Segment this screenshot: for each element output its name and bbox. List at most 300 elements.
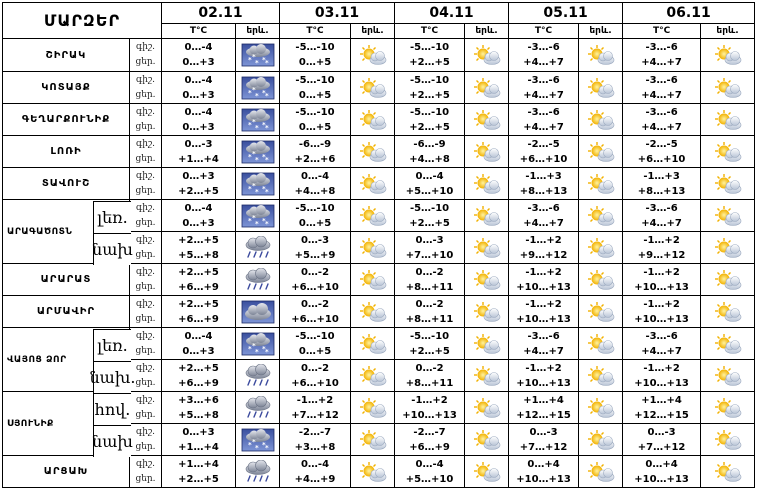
temperature-cell bbox=[280, 168, 351, 200]
region-name: ԳԵՂԱՐՔՈՒՆԻՔ bbox=[3, 104, 130, 136]
temp-col-label: T°C bbox=[280, 24, 351, 39]
day-temp: +4…+7 bbox=[641, 89, 682, 101]
day-temp: +10…+13 bbox=[634, 281, 689, 293]
day-temp: +5…+8 bbox=[178, 249, 219, 261]
night-temp: +3…+6 bbox=[178, 394, 219, 406]
day-temp: +5…+9 bbox=[294, 249, 336, 261]
sun-cloud-icon bbox=[465, 173, 508, 195]
temperature-cell bbox=[395, 328, 465, 360]
night-temp: 0…+3 bbox=[182, 170, 215, 182]
day-label: ցեր. bbox=[135, 473, 156, 484]
weather-cell bbox=[465, 392, 509, 424]
rain-cloud-icon bbox=[236, 236, 279, 260]
weather-cell bbox=[701, 296, 755, 328]
weather-cell bbox=[236, 328, 280, 360]
day-label: ցեր. bbox=[135, 281, 156, 292]
region-row bbox=[3, 168, 755, 200]
sun-cloud-icon bbox=[465, 429, 508, 451]
day-temp: +4…+7 bbox=[641, 345, 682, 357]
day-temp: +8…+11 bbox=[405, 313, 454, 325]
sun-cloud-icon bbox=[701, 397, 754, 419]
svg-text:*: * bbox=[247, 120, 252, 129]
day-temp: +8…+11 bbox=[405, 281, 454, 293]
svg-text:*: * bbox=[264, 59, 269, 67]
zone-label: նախ. bbox=[93, 361, 131, 393]
phenomenon-col-label: երև. bbox=[236, 24, 280, 39]
time-of-day-labels bbox=[130, 104, 162, 136]
night-temp: -1…+2 bbox=[296, 394, 334, 406]
day-temp: +3…+8 bbox=[294, 441, 336, 453]
temp-col-label: T°C bbox=[509, 24, 579, 39]
day-temp: +2…+5 bbox=[178, 185, 219, 197]
time-of-day-labels bbox=[130, 264, 162, 296]
night-label: գիշ. bbox=[136, 74, 155, 85]
sun-cloud-icon bbox=[701, 301, 754, 323]
region-row bbox=[3, 104, 755, 136]
phenomenon-col-label: երև. bbox=[701, 24, 755, 39]
day-temp: +10…+13 bbox=[516, 281, 571, 293]
phenomenon-col-label: երև. bbox=[465, 24, 509, 39]
weather-cell bbox=[465, 104, 509, 136]
sun-cloud-icon bbox=[351, 141, 394, 163]
svg-text:*: * bbox=[264, 347, 269, 356]
night-temp: -3…-6 bbox=[527, 202, 560, 214]
night-temp: -5…-10 bbox=[409, 202, 450, 214]
sun-cloud-icon bbox=[579, 141, 622, 163]
rain-cloud-icon bbox=[236, 460, 279, 484]
weather-cell bbox=[465, 39, 509, 72]
temperature-cell bbox=[623, 392, 701, 424]
weather-cell bbox=[579, 456, 623, 488]
temperature-cell bbox=[623, 296, 701, 328]
svg-text:*: * bbox=[261, 56, 266, 64]
temperature-cell bbox=[162, 72, 236, 104]
svg-text:*: * bbox=[254, 91, 259, 100]
day-temp: +6…+10 bbox=[291, 377, 339, 389]
weather-cell bbox=[465, 232, 509, 264]
night-temp: 0…-2 bbox=[415, 298, 444, 310]
sun-cloud-icon bbox=[701, 269, 754, 291]
weather-cell bbox=[701, 424, 755, 456]
weather-cell bbox=[579, 200, 623, 232]
night-temp: -1…+2 bbox=[525, 234, 562, 246]
night-temp: +1…+4 bbox=[523, 394, 564, 406]
snow-cloud-icon bbox=[236, 332, 279, 356]
regions-header: ՄԱՐԶԵՐ bbox=[3, 3, 162, 39]
sun-cloud-icon bbox=[579, 205, 622, 227]
snow-cloud-icon bbox=[236, 43, 279, 67]
temperature-cell bbox=[395, 104, 465, 136]
temperature-cell bbox=[509, 424, 579, 456]
day-temp: +4…+7 bbox=[523, 57, 564, 68]
svg-text:*: * bbox=[254, 219, 259, 228]
temperature-cell bbox=[395, 168, 465, 200]
sun-cloud-icon bbox=[351, 301, 394, 323]
day-temp: +6…+10 bbox=[637, 153, 686, 165]
temperature-cell bbox=[623, 360, 701, 392]
night-temp: 0…+4 bbox=[645, 458, 678, 470]
weather-cell bbox=[579, 168, 623, 200]
date-header: 06.11 bbox=[623, 3, 755, 24]
night-temp: -1…+2 bbox=[643, 234, 680, 246]
night-label: գիշ. bbox=[136, 394, 155, 405]
weather-cell bbox=[465, 136, 509, 168]
temp-col-label: T°C bbox=[395, 24, 465, 39]
temperature-cell bbox=[280, 296, 351, 328]
day-temp: +4…+7 bbox=[523, 217, 564, 229]
weather-cell bbox=[465, 296, 509, 328]
night-temp: 0…-4 bbox=[184, 330, 213, 342]
sun-cloud-icon bbox=[701, 365, 754, 387]
temperature-cell bbox=[509, 72, 579, 104]
time-of-day-labels bbox=[130, 296, 162, 328]
weather-cell bbox=[701, 328, 755, 360]
weather-cell bbox=[579, 39, 623, 72]
temp-col-label: T°C bbox=[162, 24, 236, 39]
weather-cell bbox=[701, 72, 755, 104]
weather-cell bbox=[465, 200, 509, 232]
svg-text:*: * bbox=[247, 184, 252, 193]
night-temp: +2…+5 bbox=[178, 298, 219, 310]
night-temp: -5…-10 bbox=[295, 330, 335, 342]
svg-text:*: * bbox=[261, 184, 266, 193]
night-temp: -3…-6 bbox=[527, 74, 560, 86]
sun-cloud-icon bbox=[351, 77, 394, 99]
day-temp: 0…+5 bbox=[298, 57, 332, 68]
night-label: գիշ. bbox=[136, 266, 155, 277]
day-label: ցեր. bbox=[135, 377, 156, 388]
temperature-cell bbox=[280, 456, 351, 488]
day-temp: 0…+5 bbox=[298, 345, 332, 357]
region-name: ՏԱՎՈՒՇ bbox=[3, 168, 130, 200]
temperature-cell bbox=[395, 392, 465, 424]
sun-cloud-icon bbox=[579, 237, 622, 259]
day-temp: +1…+4 bbox=[178, 441, 219, 453]
night-temp: -1…+2 bbox=[525, 362, 562, 374]
night-temp: -5…-10 bbox=[409, 42, 450, 53]
temperature-cell bbox=[280, 232, 351, 264]
weather-cell bbox=[351, 296, 395, 328]
sun-cloud-icon bbox=[351, 269, 394, 291]
weather-cell bbox=[579, 296, 623, 328]
weather-cell bbox=[351, 264, 395, 296]
day-temp: +5…+10 bbox=[405, 185, 454, 197]
weather-cell bbox=[351, 456, 395, 488]
night-label: գիշ. bbox=[136, 170, 155, 181]
weather-cell bbox=[579, 360, 623, 392]
weather-cell bbox=[351, 424, 395, 456]
day-temp: +7…+12 bbox=[519, 441, 568, 453]
svg-text:*: * bbox=[251, 437, 256, 446]
svg-text:*: * bbox=[251, 85, 256, 94]
weather-cell bbox=[579, 328, 623, 360]
weather-cell bbox=[701, 136, 755, 168]
svg-text:*: * bbox=[264, 123, 269, 132]
day-temp: +4…+7 bbox=[641, 121, 682, 133]
night-temp: 0…-4 bbox=[184, 74, 213, 86]
day-temp: +6…+10 bbox=[291, 313, 339, 325]
sun-cloud-icon bbox=[701, 237, 754, 259]
day-temp: +6…+10 bbox=[519, 153, 568, 165]
snow-cloud-icon bbox=[236, 140, 279, 164]
weather-cell bbox=[351, 136, 395, 168]
weather-cell bbox=[701, 264, 755, 296]
temperature-cell bbox=[509, 296, 579, 328]
night-temp: +2…+5 bbox=[178, 362, 219, 374]
night-temp: -5…-10 bbox=[295, 42, 335, 53]
temperature-cell bbox=[162, 456, 236, 488]
day-temp: 0…+5 bbox=[298, 121, 332, 133]
sun-cloud-icon bbox=[465, 77, 508, 99]
svg-text:*: * bbox=[261, 88, 266, 97]
temperature-cell bbox=[509, 136, 579, 168]
svg-text:*: * bbox=[254, 347, 259, 356]
zone-label: լեռ. bbox=[93, 329, 131, 361]
svg-text:*: * bbox=[254, 59, 259, 67]
night-temp: 0…-3 bbox=[647, 426, 676, 438]
day-temp: +6…+9 bbox=[178, 281, 219, 293]
sun-cloud-icon bbox=[465, 301, 508, 323]
night-label: գիշ. bbox=[136, 202, 155, 213]
temperature-cell bbox=[162, 360, 236, 392]
day-temp: +10…+13 bbox=[516, 377, 571, 389]
weather-cell bbox=[701, 104, 755, 136]
night-temp: +2…+5 bbox=[178, 266, 219, 278]
temperature-cell bbox=[162, 168, 236, 200]
sun-cloud-icon bbox=[465, 333, 508, 355]
temperature-cell bbox=[162, 232, 236, 264]
svg-text:*: * bbox=[254, 155, 259, 164]
day-temp: +9…+12 bbox=[637, 249, 686, 261]
sun-cloud-icon bbox=[579, 109, 622, 131]
sun-cloud-icon bbox=[465, 269, 508, 291]
day-temp: +2…+5 bbox=[409, 121, 450, 133]
svg-text:*: * bbox=[264, 443, 269, 452]
day-label: ցեր. bbox=[135, 153, 156, 164]
day-temp: +10…+13 bbox=[516, 473, 571, 485]
night-label: գիշ. bbox=[136, 426, 155, 437]
temperature-cell bbox=[509, 232, 579, 264]
region-row bbox=[3, 264, 755, 296]
night-temp: -5…-10 bbox=[409, 74, 450, 86]
sun-cloud-icon bbox=[701, 205, 754, 227]
day-temp: +4…+7 bbox=[641, 217, 682, 229]
snow-cloud-icon bbox=[236, 108, 279, 132]
svg-text:*: * bbox=[254, 123, 259, 132]
temperature-cell bbox=[395, 424, 465, 456]
sun-cloud-icon bbox=[579, 333, 622, 355]
night-temp: -6…-9 bbox=[413, 138, 446, 150]
svg-text:*: * bbox=[251, 341, 256, 350]
night-temp: 0…-4 bbox=[415, 170, 444, 182]
svg-text:*: * bbox=[261, 152, 266, 161]
zone-label: նախ bbox=[93, 425, 131, 457]
sun-cloud-icon bbox=[579, 397, 622, 419]
temperature-cell bbox=[395, 296, 465, 328]
sun-cloud-icon bbox=[701, 141, 754, 163]
weather-cell bbox=[465, 360, 509, 392]
night-temp: 0…-4 bbox=[300, 458, 330, 470]
temp-col-label: T°C bbox=[623, 24, 701, 39]
temperature-cell bbox=[623, 424, 701, 456]
zone-label: հով. bbox=[93, 393, 131, 425]
night-temp: -1…+3 bbox=[643, 170, 680, 182]
temperature-cell bbox=[280, 39, 351, 72]
night-temp: -2…-5 bbox=[645, 138, 678, 150]
night-temp: -2…-5 bbox=[527, 138, 560, 150]
sun-cloud-icon bbox=[351, 429, 394, 451]
night-temp: -1…+2 bbox=[525, 298, 562, 310]
temperature-cell bbox=[509, 392, 579, 424]
night-temp: 0…+3 bbox=[182, 426, 215, 438]
day-temp: +2…+6 bbox=[294, 153, 336, 165]
sun-cloud-icon bbox=[465, 237, 508, 259]
time-of-day-labels bbox=[130, 200, 162, 232]
night-temp: +1…+4 bbox=[641, 394, 682, 406]
weather-cell bbox=[351, 392, 395, 424]
weather-cell bbox=[236, 136, 280, 168]
weather-cell bbox=[236, 72, 280, 104]
weather-cell bbox=[579, 392, 623, 424]
date-header: 02.11 bbox=[162, 3, 280, 24]
temperature-cell bbox=[280, 424, 351, 456]
weather-cell bbox=[465, 264, 509, 296]
day-label: ցեր. bbox=[135, 345, 156, 356]
weather-cell bbox=[701, 360, 755, 392]
night-label: գիշ. bbox=[136, 138, 155, 149]
night-label: գիշ. bbox=[136, 330, 155, 341]
svg-text:*: * bbox=[261, 120, 266, 129]
day-temp: +7…+12 bbox=[291, 409, 339, 421]
sun-cloud-icon bbox=[351, 397, 394, 419]
temperature-cell bbox=[623, 39, 701, 72]
weather-cell bbox=[351, 168, 395, 200]
svg-text:*: * bbox=[264, 155, 269, 164]
day-temp: +4…+9 bbox=[294, 473, 336, 485]
date-header: 04.11 bbox=[395, 3, 509, 24]
day-temp: +7…+10 bbox=[405, 249, 454, 261]
time-of-day-labels bbox=[130, 136, 162, 168]
day-temp: +6…+10 bbox=[291, 281, 339, 293]
temperature-cell bbox=[623, 168, 701, 200]
sun-cloud-icon bbox=[465, 141, 508, 163]
weather-cell bbox=[351, 200, 395, 232]
day-temp: +8…+11 bbox=[405, 377, 454, 389]
temperature-cell bbox=[162, 296, 236, 328]
time-of-day-labels bbox=[130, 232, 162, 264]
temperature-cell bbox=[280, 360, 351, 392]
region-name: ԱՐՑԱԽ bbox=[3, 456, 130, 488]
night-temp: -1…+2 bbox=[643, 362, 680, 374]
svg-text:*: * bbox=[254, 187, 259, 196]
day-label: ցեր. bbox=[135, 249, 156, 260]
night-temp: 0…+4 bbox=[527, 458, 560, 470]
weather-cell bbox=[579, 136, 623, 168]
time-of-day-labels bbox=[130, 39, 162, 72]
sun-cloud-icon bbox=[701, 173, 754, 195]
temperature-cell bbox=[280, 392, 351, 424]
night-label: գիշ. bbox=[136, 458, 155, 469]
temperature-cell bbox=[162, 200, 236, 232]
day-temp: +4…+8 bbox=[409, 153, 450, 165]
day-temp: +2…+5 bbox=[178, 473, 219, 485]
night-temp: -5…-10 bbox=[409, 106, 450, 118]
night-label: գիշ. bbox=[136, 362, 155, 373]
temperature-cell bbox=[280, 104, 351, 136]
day-temp: +7…+12 bbox=[637, 441, 686, 453]
weather-cell bbox=[465, 456, 509, 488]
snow-cloud-icon bbox=[236, 76, 279, 100]
sun-cloud-icon bbox=[351, 237, 394, 259]
weather-cell bbox=[701, 200, 755, 232]
temperature-cell bbox=[509, 456, 579, 488]
region-name: ՇԻՐԱԿ bbox=[3, 39, 130, 72]
temperature-cell bbox=[280, 264, 351, 296]
zone-label: լեռ. bbox=[93, 201, 131, 233]
time-of-day-labels bbox=[130, 456, 162, 488]
temperature-cell bbox=[623, 200, 701, 232]
sun-cloud-icon bbox=[579, 77, 622, 99]
sun-cloud-icon bbox=[465, 365, 508, 387]
sun-cloud-icon bbox=[701, 109, 754, 131]
sun-cloud-icon bbox=[465, 397, 508, 419]
day-temp: 0…+3 bbox=[182, 345, 215, 357]
night-temp: -5…-10 bbox=[409, 330, 450, 342]
weather-cell bbox=[465, 424, 509, 456]
temperature-cell bbox=[162, 264, 236, 296]
weather-cell bbox=[236, 264, 280, 296]
temperature-cell bbox=[623, 232, 701, 264]
weather-cell bbox=[579, 104, 623, 136]
rain-cloud-icon bbox=[236, 396, 279, 420]
temperature-cell bbox=[395, 360, 465, 392]
night-temp: -1…+3 bbox=[525, 170, 562, 182]
day-temp: 0…+5 bbox=[298, 217, 332, 229]
snow-cloud-icon bbox=[236, 428, 279, 452]
day-label: ցեր. bbox=[135, 121, 156, 132]
day-temp: +2…+5 bbox=[409, 89, 450, 101]
region-row bbox=[3, 296, 755, 328]
day-label: ցեր. bbox=[135, 409, 156, 420]
temperature-cell bbox=[509, 168, 579, 200]
night-label: գիշ. bbox=[136, 234, 155, 245]
night-temp: 0…-2 bbox=[300, 298, 330, 310]
day-label: ցեր. bbox=[135, 185, 156, 196]
temperature-cell bbox=[509, 104, 579, 136]
weather-cell bbox=[465, 168, 509, 200]
temperature-cell bbox=[280, 200, 351, 232]
night-temp: -1…+2 bbox=[525, 266, 562, 278]
night-temp: 0…-3 bbox=[529, 426, 558, 438]
night-temp: 0…-3 bbox=[300, 234, 330, 246]
night-temp: -3…-6 bbox=[527, 42, 560, 53]
day-label: ցեր. bbox=[135, 313, 156, 324]
region-name: ՍՅՈՒՆԻՔ bbox=[3, 392, 130, 456]
weather-cell bbox=[579, 232, 623, 264]
night-temp: -3…-6 bbox=[527, 330, 560, 342]
snow-cloud-icon bbox=[236, 204, 279, 228]
weather-cell bbox=[351, 360, 395, 392]
temperature-cell bbox=[509, 200, 579, 232]
overcast-icon bbox=[236, 300, 279, 324]
weather-cell bbox=[351, 72, 395, 104]
weather-cell bbox=[236, 296, 280, 328]
sun-cloud-icon bbox=[701, 461, 754, 483]
sun-cloud-icon bbox=[465, 205, 508, 227]
day-temp: +4…+7 bbox=[641, 57, 682, 68]
night-temp: -1…+2 bbox=[643, 298, 680, 310]
sun-cloud-icon bbox=[579, 44, 622, 66]
